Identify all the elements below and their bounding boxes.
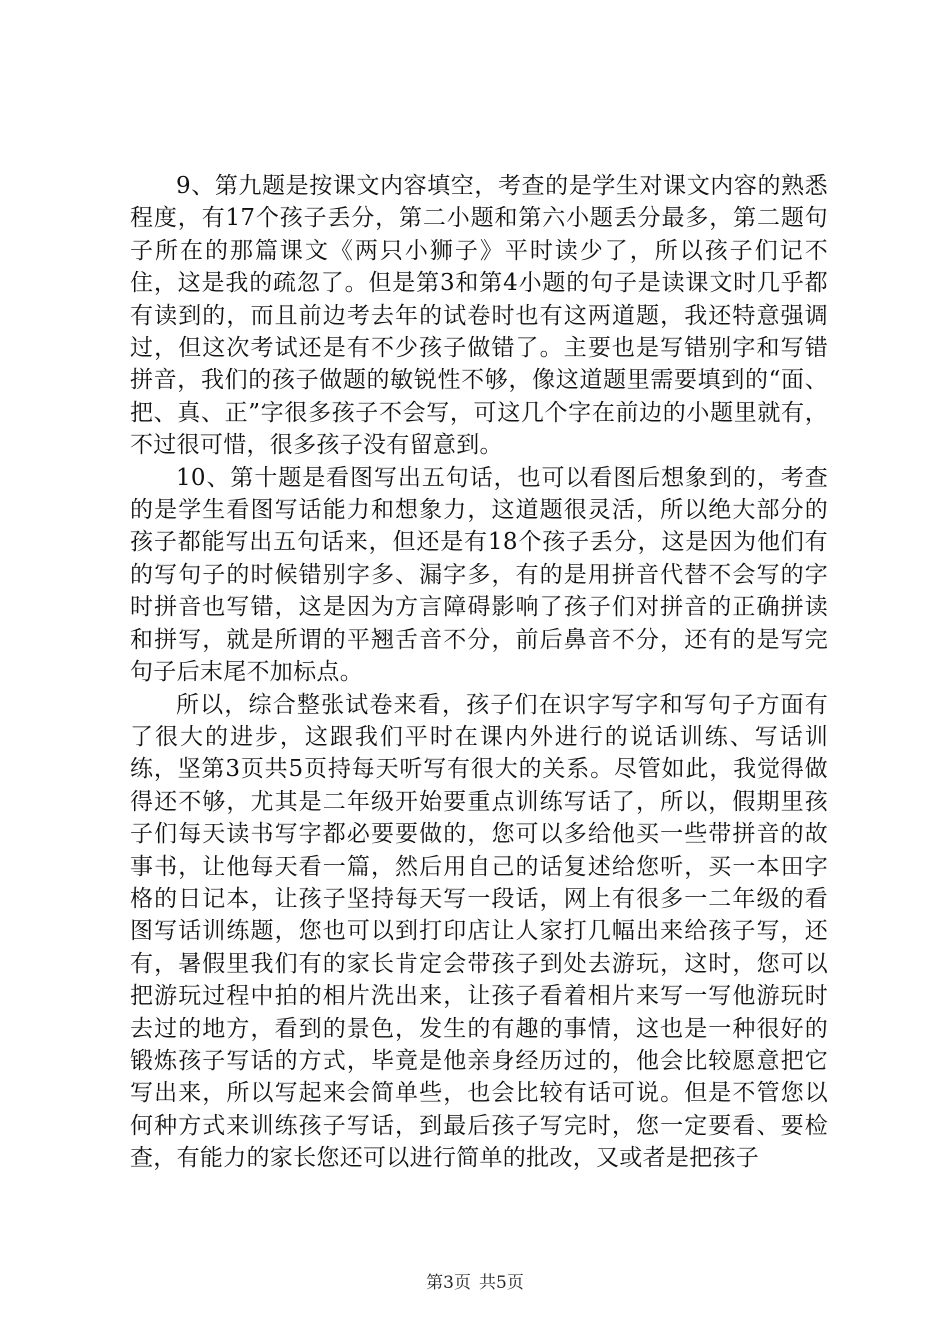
page-number-current: 第3页	[426, 1273, 471, 1293]
document-body	[130, 170, 828, 1175]
page-footer	[0, 1268, 950, 1293]
paragraph-question-10: 10、第十题是看图写出五句话，也可以看图后想象到的，考查的是学生看图写话能力和想象力，这道题很灵活，所以绝大部分的孩子都能写出五句话来，但还是有18个孩子丢分，这是因为他们有的写句子的时候错别字多、漏字多，有的是用拼音代替不会写的字时拼音也写错，这是因为方言障碍影响了孩子们对拼音的正确拼读和拼写，就是所谓的平翘舌音不分，前后鼻音不分，还有的是写完句子后末尾不加标点。	[130, 464, 828, 686]
page-number-total: 共5页	[479, 1273, 524, 1293]
paragraph-summary: 所以，综合整张试卷来看，孩子们在识字写字和写句子方面有了很大的进步，这跟我们平时在课内外进行的说话训练、写话训练，坚第3页共5页持每天听写有很大的关系。尽管如此，我觉得做得还不够，尤其是二年级开始要重点训练写话了，所以，假期里孩子们每天读书写字都必要要做的，您可以多给他买一些带拼音的故事书，让他每天看一篇，然后用自己的话复述给您听，买一本田字格的日记本，让孩子坚持每天写一段话，网上有很多一二年级的看图写话训练题，您也可以到打印店让人家打几幅出来给孩子写，还有，暑假里我们有的家长肯定会带孩子到处去游玩，这时，您可以把游玩过程中拍的相片洗出来，让孩子看着相片来写一写他游玩时去过的地方，看到的景色，发生的有趣的事情，这也是一种很好的锻炼孩子写话的方式，毕竟是他亲身经历过的，他会比较愿意把它写出来，所以写起来会简单些，也会比较有话可说。但是不管您以何种方式来训练孩子写话，到最后孩子写完时，您一定要看、要检查，有能力的家长您还可以进行简单的批改，又或者是把孩子	[130, 691, 828, 1172]
paragraph-question-9: 9、第九题是按课文内容填空，考查的是学生对课文内容的熟悉程度，有17个孩子丢分，第二小题和第六小题丢分最多，第二题句子所在的那篇课文《两只小狮子》平时读少了，所以孩子们记不住，这是我的疏忽了。但是第3和第4小题的句子是读课文时几乎都有读到的，而且前边考去年的试卷时也有这两道题，我还特意强调过，但这次考试还是有不少孩子做错了。主要也是写错别字和写错拼音，我们的孩子做题的敏锐性不够，像这道题里需要填到的“面、把、真、正”字很多孩子不会写，可这几个字在前边的小题里就有，不过很可惜，很多孩子没有留意到。	[130, 173, 828, 459]
